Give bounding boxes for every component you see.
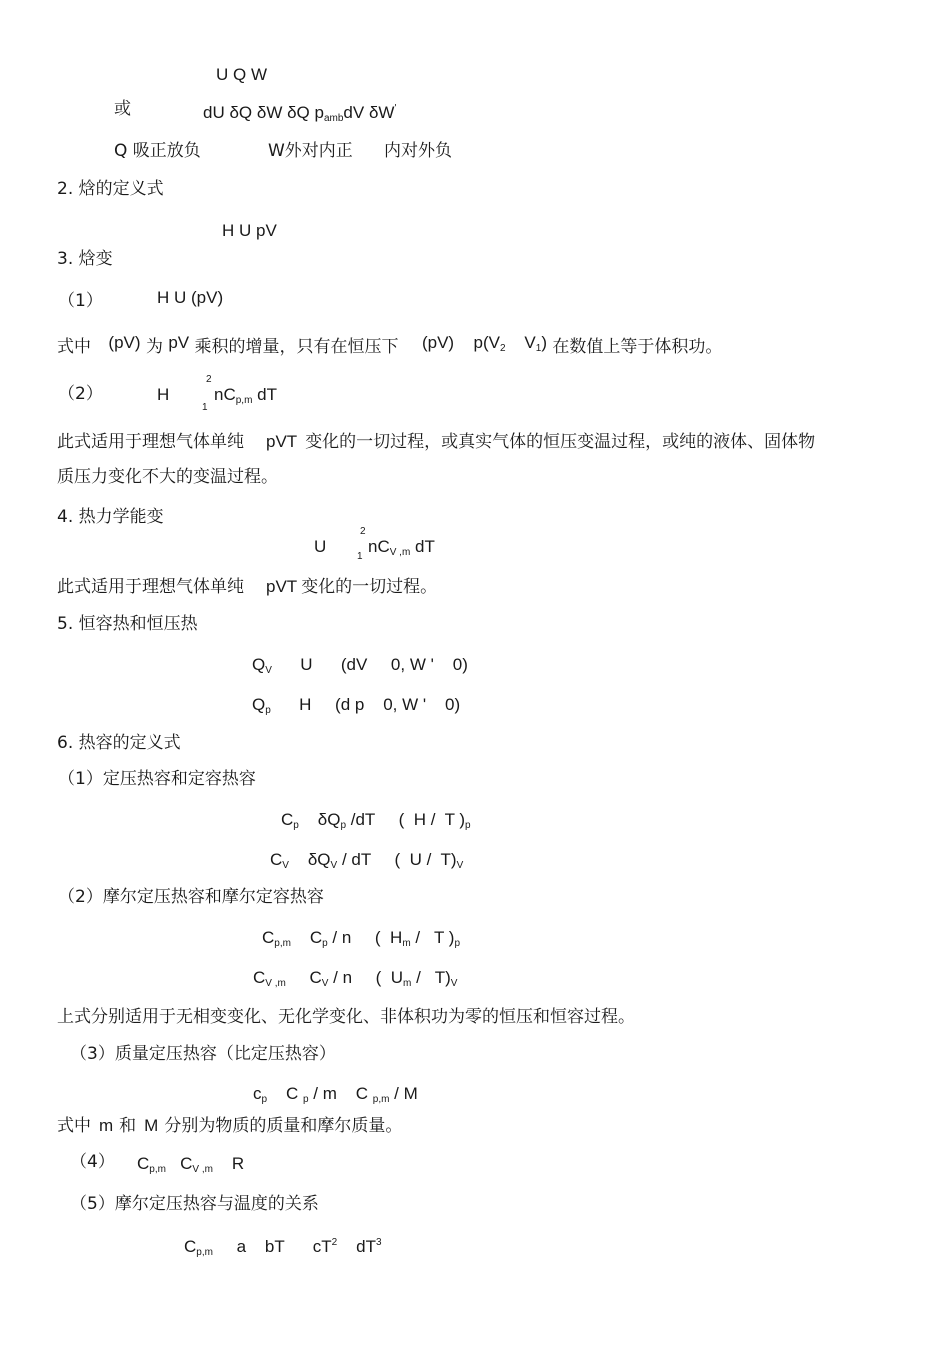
heading-heat-capacity: 6. 热容的定义式 xyxy=(57,733,181,753)
item-label-6-4: （4） xyxy=(70,1152,115,1172)
paragraph-applicability-1: 此式适用于理想气体单纯 pVT 变化的一切过程，或真实气体的恒压变温过程，或纯的液体、固体物 xyxy=(57,432,816,452)
heading-enthalpy-change: 3. 焓变 xyxy=(57,249,113,269)
integral-upper-limit: 2 xyxy=(206,374,212,385)
equation-first-law-symbols: U Q W xyxy=(216,65,267,84)
equation-cp: Cp δQp /dT ( H / T )p xyxy=(281,810,471,831)
heading-internal-energy-change: 4. 热力学能变 xyxy=(57,507,164,527)
text-or: 或 xyxy=(114,99,131,119)
equation-cvm: CV ,m CV / n ( Um / T)V xyxy=(253,968,458,989)
paragraph-pv-increment: 式中 (pV) 为 pV 乘积的增量，只有在恒压下 (pV) p(V2 V1) 在数值上等于体积功。 xyxy=(57,333,723,357)
equation-delta-h-integrand: nCp,m dT xyxy=(214,385,277,406)
equation-cp-temperature: Cp,m a bT $cT^2$ $dT^3$ xyxy=(184,1237,382,1258)
equation-first-law-differential: dU δQ δW δQ pambdV δW' xyxy=(203,103,397,124)
item-label-2: （2） xyxy=(58,384,103,404)
equation-cv: CV δQV / dT ( U / T)V xyxy=(270,850,464,871)
paragraph-mass-molar: 式中 m 和 M 分别为物质的质量和摩尔质量。 xyxy=(57,1116,403,1136)
integral-lower-limit: 1 xyxy=(202,402,208,413)
subheading-6-3: （3）质量定压热容（比定压热容） xyxy=(70,1044,336,1064)
heading-heat: 5. 恒容热和恒压热 xyxy=(57,614,198,634)
equation-specific-heat: cp C p / m C p,m / M xyxy=(253,1084,418,1105)
paragraph-applicability-3: 此式适用于理想气体单纯 pVT 变化的一切过程。 xyxy=(57,577,438,597)
paragraph-applicability-2: 质压力变化不大的变温过程。 xyxy=(57,467,278,487)
subheading-6-2: （2）摩尔定压热容和摩尔定容热容 xyxy=(58,887,324,907)
item-label-1: （1） xyxy=(58,291,103,311)
subheading-6-1: （1）定压热容和定容热容 xyxy=(58,769,256,789)
sign-convention-w-out: 内对外负 xyxy=(384,141,452,161)
equation-qv: QV U (dV 0, W ' 0) xyxy=(252,655,468,676)
equation-delta-u-integrand: nCV ,m dT xyxy=(368,537,435,558)
paragraph-applicability-4: 上式分别适用于无相变变化、无化学变化、非体积功为零的恒压和恒容过程。 xyxy=(57,1007,635,1027)
equation-qp: Qp H (d p 0, W ' 0) xyxy=(252,695,461,716)
sign-convention-w-in: W外对内正 xyxy=(268,141,353,161)
equation-enthalpy: H U pV xyxy=(222,221,277,240)
heading-enthalpy-definition: 2. 焓的定义式 xyxy=(57,179,164,199)
equation-delta-h-integral-lhs: H xyxy=(157,385,170,404)
integral-upper-limit: 2 xyxy=(360,526,366,537)
equation-mayer: Cp,m CV ,m R xyxy=(137,1154,245,1175)
subheading-6-5: （5）摩尔定压热容与温度的关系 xyxy=(70,1194,319,1214)
equation-cpm: Cp,m Cp / n ( Hm / T )p xyxy=(262,928,460,949)
equation-delta-u-lhs: U xyxy=(314,537,327,556)
equation-delta-h: H U (pV) xyxy=(157,288,224,307)
integral-lower-limit: 1 xyxy=(357,551,363,562)
sign-convention-q: Q 吸正放负 xyxy=(114,141,201,161)
